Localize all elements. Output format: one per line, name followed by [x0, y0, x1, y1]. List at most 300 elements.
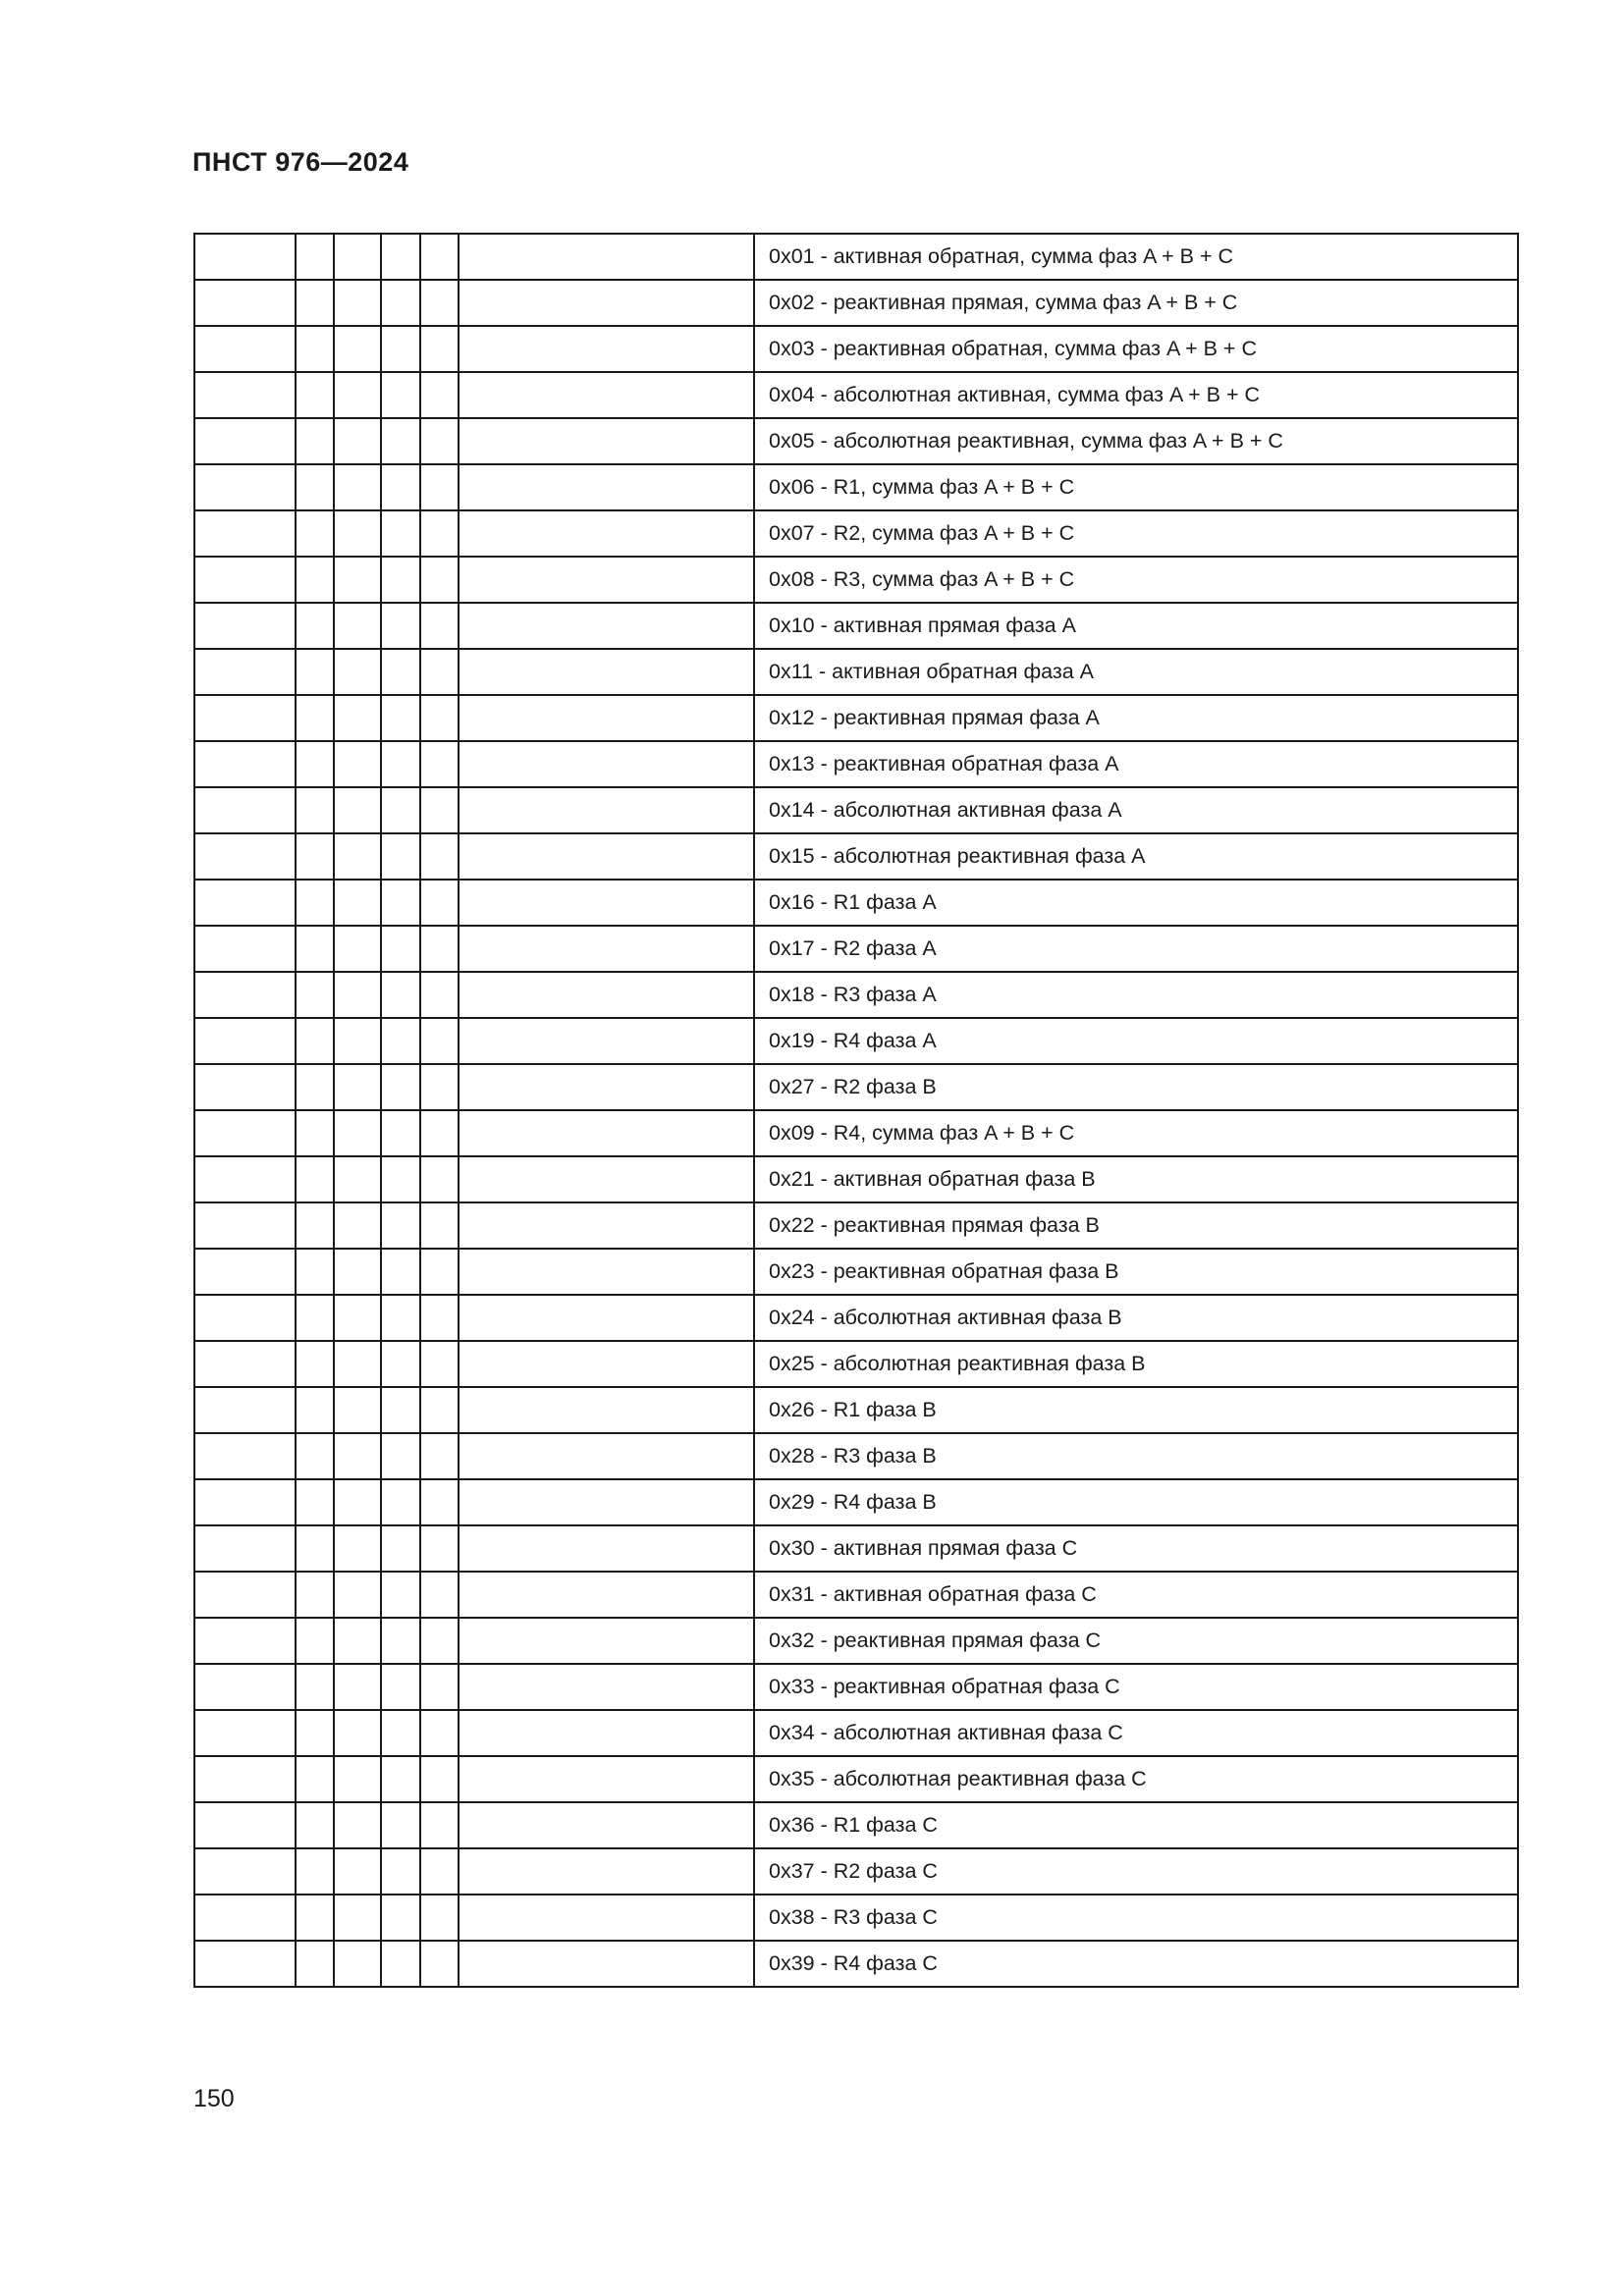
- empty-cell: [381, 557, 420, 603]
- table-row: [194, 1618, 1518, 1664]
- empty-cell: [194, 1110, 296, 1156]
- code-description-cell: 0x25 - абсолютная реактивная фаза B: [754, 1341, 1518, 1387]
- empty-cell: [459, 280, 754, 326]
- empty-cell: [334, 1387, 381, 1433]
- empty-cell: [459, 741, 754, 787]
- empty-cell: [459, 833, 754, 880]
- code-description-cell: 0x16 - R1 фаза A: [754, 880, 1518, 926]
- empty-cell: [334, 880, 381, 926]
- empty-cell: [459, 603, 754, 649]
- empty-cell: [381, 1433, 420, 1479]
- code-description-cell: 0x21 - активная обратная фаза B: [754, 1156, 1518, 1202]
- empty-cell: [381, 1710, 420, 1756]
- empty-cell: [296, 1433, 334, 1479]
- empty-cell: [459, 1664, 754, 1710]
- empty-cell: [459, 1756, 754, 1802]
- empty-cell: [420, 1848, 459, 1895]
- code-description-cell: 0x17 - R2 фаза A: [754, 926, 1518, 972]
- empty-cell: [194, 1156, 296, 1202]
- empty-cell: [334, 1664, 381, 1710]
- empty-cell: [296, 234, 334, 280]
- code-description-cell: 0x27 - R2 фаза B: [754, 1064, 1518, 1110]
- empty-cell: [420, 1479, 459, 1525]
- empty-cell: [420, 1018, 459, 1064]
- empty-cell: [194, 787, 296, 833]
- empty-cell: [420, 1756, 459, 1802]
- table-row: [194, 1756, 1518, 1802]
- code-description-cell: 0x31 - активная обратная фаза C: [754, 1572, 1518, 1618]
- empty-cell: [420, 1572, 459, 1618]
- empty-cell: [334, 372, 381, 418]
- empty-cell: [334, 603, 381, 649]
- empty-cell: [420, 1249, 459, 1295]
- table-row: [194, 418, 1518, 464]
- empty-cell: [334, 1848, 381, 1895]
- empty-cell: [296, 1895, 334, 1941]
- empty-cell: [334, 1341, 381, 1387]
- empty-cell: [334, 418, 381, 464]
- empty-cell: [420, 1710, 459, 1756]
- empty-cell: [334, 1064, 381, 1110]
- empty-cell: [381, 1664, 420, 1710]
- table-row: [194, 1018, 1518, 1064]
- empty-cell: [381, 603, 420, 649]
- empty-cell: [194, 510, 296, 557]
- empty-cell: [420, 926, 459, 972]
- empty-cell: [296, 1110, 334, 1156]
- table-row: [194, 1202, 1518, 1249]
- empty-cell: [334, 510, 381, 557]
- code-description-cell: 0x19 - R4 фаза A: [754, 1018, 1518, 1064]
- empty-cell: [420, 326, 459, 372]
- empty-cell: [194, 464, 296, 510]
- table-row: [194, 1064, 1518, 1110]
- empty-cell: [296, 418, 334, 464]
- empty-cell: [334, 1756, 381, 1802]
- empty-cell: [194, 1387, 296, 1433]
- empty-cell: [194, 833, 296, 880]
- empty-cell: [459, 1525, 754, 1572]
- code-description-cell: 0x29 - R4 фаза B: [754, 1479, 1518, 1525]
- empty-cell: [334, 234, 381, 280]
- empty-cell: [420, 1941, 459, 1987]
- empty-cell: [459, 1156, 754, 1202]
- code-description-cell: 0x06 - R1, сумма фаз A + B + C: [754, 464, 1518, 510]
- table-row: [194, 1295, 1518, 1341]
- empty-cell: [334, 1710, 381, 1756]
- table-row: [194, 557, 1518, 603]
- table-body: [194, 234, 1518, 1987]
- empty-cell: [381, 1479, 420, 1525]
- empty-cell: [420, 972, 459, 1018]
- empty-cell: [194, 649, 296, 695]
- empty-cell: [334, 280, 381, 326]
- empty-cell: [459, 649, 754, 695]
- empty-cell: [296, 1018, 334, 1064]
- code-description-cell: 0x39 - R4 фаза C: [754, 1941, 1518, 1987]
- table-row: [194, 603, 1518, 649]
- empty-cell: [334, 1618, 381, 1664]
- empty-cell: [194, 926, 296, 972]
- empty-cell: [381, 326, 420, 372]
- empty-cell: [381, 234, 420, 280]
- table-row: [194, 1433, 1518, 1479]
- empty-cell: [420, 1387, 459, 1433]
- table-row: [194, 1848, 1518, 1895]
- empty-cell: [334, 926, 381, 972]
- empty-cell: [296, 1618, 334, 1664]
- code-description-cell: 0x02 - реактивная прямая, сумма фаз A + B + C: [754, 280, 1518, 326]
- empty-cell: [296, 695, 334, 741]
- code-description-cell: 0x32 - реактивная прямая фаза C: [754, 1618, 1518, 1664]
- empty-cell: [296, 1479, 334, 1525]
- empty-cell: [381, 1064, 420, 1110]
- empty-cell: [334, 557, 381, 603]
- code-description-cell: 0x15 - абсолютная реактивная фаза A: [754, 833, 1518, 880]
- empty-cell: [459, 1018, 754, 1064]
- empty-cell: [296, 1156, 334, 1202]
- table-row: [194, 464, 1518, 510]
- empty-cell: [334, 1295, 381, 1341]
- empty-cell: [334, 1895, 381, 1941]
- empty-cell: [420, 1664, 459, 1710]
- empty-cell: [296, 603, 334, 649]
- empty-cell: [334, 1110, 381, 1156]
- empty-cell: [459, 1802, 754, 1848]
- table-row: [194, 741, 1518, 787]
- empty-cell: [459, 1710, 754, 1756]
- code-description-cell: 0x22 - реактивная прямая фаза B: [754, 1202, 1518, 1249]
- empty-cell: [194, 1295, 296, 1341]
- empty-cell: [194, 1249, 296, 1295]
- empty-cell: [296, 510, 334, 557]
- document-id: ПНСТ 976—2024: [192, 147, 409, 177]
- empty-cell: [296, 1572, 334, 1618]
- empty-cell: [334, 1572, 381, 1618]
- table-row: [194, 1895, 1518, 1941]
- empty-cell: [296, 1710, 334, 1756]
- empty-cell: [296, 833, 334, 880]
- empty-cell: [194, 603, 296, 649]
- code-description-cell: 0x03 - реактивная обратная, сумма фаз A + B + C: [754, 326, 1518, 372]
- empty-cell: [194, 234, 296, 280]
- empty-cell: [296, 741, 334, 787]
- empty-cell: [381, 787, 420, 833]
- empty-cell: [381, 372, 420, 418]
- empty-cell: [296, 1941, 334, 1987]
- empty-cell: [334, 741, 381, 787]
- empty-cell: [296, 1387, 334, 1433]
- empty-cell: [420, 1525, 459, 1572]
- empty-cell: [381, 1249, 420, 1295]
- empty-cell: [296, 464, 334, 510]
- code-description-cell: 0x04 - абсолютная активная, сумма фаз A + B + C: [754, 372, 1518, 418]
- empty-cell: [334, 833, 381, 880]
- empty-cell: [420, 1895, 459, 1941]
- table-row: [194, 1341, 1518, 1387]
- empty-cell: [296, 280, 334, 326]
- empty-cell: [296, 1848, 334, 1895]
- empty-cell: [334, 695, 381, 741]
- empty-cell: [381, 649, 420, 695]
- table-row: [194, 1156, 1518, 1202]
- empty-cell: [334, 1249, 381, 1295]
- empty-cell: [420, 1618, 459, 1664]
- empty-cell: [296, 787, 334, 833]
- empty-cell: [381, 280, 420, 326]
- empty-cell: [194, 326, 296, 372]
- empty-cell: [459, 464, 754, 510]
- empty-cell: [420, 1341, 459, 1387]
- code-description-cell: 0x12 - реактивная прямая фаза A: [754, 695, 1518, 741]
- empty-cell: [420, 464, 459, 510]
- code-description-cell: 0x08 - R3, сумма фаз A + B + C: [754, 557, 1518, 603]
- empty-cell: [296, 1664, 334, 1710]
- empty-cell: [420, 1064, 459, 1110]
- empty-cell: [459, 326, 754, 372]
- empty-cell: [381, 1202, 420, 1249]
- page-number: 150: [193, 2085, 235, 2112]
- empty-cell: [334, 1156, 381, 1202]
- empty-cell: [334, 1479, 381, 1525]
- empty-cell: [334, 326, 381, 372]
- empty-cell: [381, 418, 420, 464]
- empty-cell: [381, 1895, 420, 1941]
- empty-cell: [381, 695, 420, 741]
- empty-cell: [459, 1433, 754, 1479]
- empty-cell: [381, 1618, 420, 1664]
- code-description-cell: 0x09 - R4, сумма фаз A + B + C: [754, 1110, 1518, 1156]
- empty-cell: [194, 1756, 296, 1802]
- empty-cell: [194, 972, 296, 1018]
- table-row: [194, 1525, 1518, 1572]
- code-description-cell: 0x10 - активная прямая фаза A: [754, 603, 1518, 649]
- code-description-cell: 0x01 - активная обратная, сумма фаз A + B + C: [754, 234, 1518, 280]
- empty-cell: [459, 695, 754, 741]
- empty-cell: [194, 1202, 296, 1249]
- empty-cell: [334, 1941, 381, 1987]
- empty-cell: [420, 418, 459, 464]
- empty-cell: [296, 1295, 334, 1341]
- empty-cell: [381, 880, 420, 926]
- empty-cell: [459, 510, 754, 557]
- empty-cell: [459, 1110, 754, 1156]
- empty-cell: [194, 1848, 296, 1895]
- table-row: [194, 1802, 1518, 1848]
- empty-cell: [459, 1249, 754, 1295]
- empty-cell: [420, 880, 459, 926]
- empty-cell: [296, 372, 334, 418]
- code-description-cell: 0x23 - реактивная обратная фаза B: [754, 1249, 1518, 1295]
- empty-cell: [194, 557, 296, 603]
- empty-cell: [194, 1018, 296, 1064]
- empty-cell: [420, 510, 459, 557]
- empty-cell: [381, 1018, 420, 1064]
- empty-cell: [194, 1895, 296, 1941]
- empty-cell: [420, 741, 459, 787]
- empty-cell: [381, 1387, 420, 1433]
- empty-cell: [296, 1341, 334, 1387]
- code-description-cell: 0x33 - реактивная обратная фаза C: [754, 1664, 1518, 1710]
- empty-cell: [420, 1295, 459, 1341]
- empty-cell: [334, 787, 381, 833]
- code-description-cell: 0x26 - R1 фаза B: [754, 1387, 1518, 1433]
- empty-cell: [420, 1202, 459, 1249]
- empty-cell: [459, 1341, 754, 1387]
- table-row: [194, 234, 1518, 280]
- empty-cell: [459, 1618, 754, 1664]
- empty-cell: [381, 1572, 420, 1618]
- empty-cell: [334, 1202, 381, 1249]
- table-row: [194, 1941, 1518, 1987]
- code-description-cell: 0x35 - абсолютная реактивная фаза C: [754, 1756, 1518, 1802]
- empty-cell: [459, 1295, 754, 1341]
- empty-cell: [381, 1525, 420, 1572]
- code-description-cell: 0x14 - абсолютная активная фаза A: [754, 787, 1518, 833]
- empty-cell: [194, 1064, 296, 1110]
- empty-cell: [296, 1064, 334, 1110]
- empty-cell: [194, 280, 296, 326]
- empty-cell: [334, 1018, 381, 1064]
- empty-cell: [194, 1664, 296, 1710]
- empty-cell: [194, 1479, 296, 1525]
- code-description-cell: 0x13 - реактивная обратная фаза A: [754, 741, 1518, 787]
- table-row: [194, 787, 1518, 833]
- empty-cell: [420, 1433, 459, 1479]
- table-row: [194, 1110, 1518, 1156]
- empty-cell: [420, 787, 459, 833]
- empty-cell: [459, 1387, 754, 1433]
- empty-cell: [459, 1479, 754, 1525]
- empty-cell: [420, 372, 459, 418]
- code-description-cell: 0x34 - абсолютная активная фаза C: [754, 1710, 1518, 1756]
- empty-cell: [420, 234, 459, 280]
- empty-cell: [459, 1848, 754, 1895]
- table-row: [194, 510, 1518, 557]
- empty-cell: [296, 326, 334, 372]
- empty-cell: [296, 972, 334, 1018]
- empty-cell: [459, 880, 754, 926]
- empty-cell: [194, 1525, 296, 1572]
- empty-cell: [381, 1848, 420, 1895]
- empty-cell: [381, 464, 420, 510]
- code-description-cell: 0x28 - R3 фаза B: [754, 1433, 1518, 1479]
- empty-cell: [420, 557, 459, 603]
- empty-cell: [194, 880, 296, 926]
- empty-cell: [334, 464, 381, 510]
- empty-cell: [459, 1941, 754, 1987]
- empty-cell: [194, 1710, 296, 1756]
- empty-cell: [296, 557, 334, 603]
- empty-cell: [420, 833, 459, 880]
- empty-cell: [194, 418, 296, 464]
- empty-cell: [296, 1756, 334, 1802]
- empty-cell: [420, 1156, 459, 1202]
- empty-cell: [459, 1895, 754, 1941]
- empty-cell: [194, 1572, 296, 1618]
- code-description-cell: 0x07 - R2, сумма фаз A + B + C: [754, 510, 1518, 557]
- code-description-cell: 0x38 - R3 фаза C: [754, 1895, 1518, 1941]
- table-row: [194, 1249, 1518, 1295]
- empty-cell: [459, 372, 754, 418]
- empty-cell: [381, 972, 420, 1018]
- empty-cell: [459, 926, 754, 972]
- empty-cell: [194, 1341, 296, 1387]
- code-description-cell: 0x36 - R1 фаза C: [754, 1802, 1518, 1848]
- table-row: [194, 833, 1518, 880]
- table-row: [194, 649, 1518, 695]
- empty-cell: [459, 418, 754, 464]
- empty-cell: [459, 1202, 754, 1249]
- empty-cell: [381, 1110, 420, 1156]
- table-row: [194, 1664, 1518, 1710]
- empty-cell: [194, 695, 296, 741]
- empty-cell: [459, 972, 754, 1018]
- code-description-cell: 0x24 - абсолютная активная фаза B: [754, 1295, 1518, 1341]
- code-description-cell: 0x18 - R3 фаза A: [754, 972, 1518, 1018]
- empty-cell: [459, 557, 754, 603]
- empty-cell: [194, 1433, 296, 1479]
- empty-cell: [459, 234, 754, 280]
- table-row: [194, 1572, 1518, 1618]
- empty-cell: [420, 1802, 459, 1848]
- code-description-cell: 0x37 - R2 фаза C: [754, 1848, 1518, 1895]
- empty-cell: [381, 1295, 420, 1341]
- empty-cell: [334, 972, 381, 1018]
- data-table: [193, 233, 1519, 1988]
- empty-cell: [296, 926, 334, 972]
- empty-cell: [420, 280, 459, 326]
- empty-cell: [420, 1110, 459, 1156]
- empty-cell: [420, 649, 459, 695]
- empty-cell: [459, 1064, 754, 1110]
- empty-cell: [296, 1525, 334, 1572]
- empty-cell: [381, 1341, 420, 1387]
- empty-cell: [381, 741, 420, 787]
- empty-cell: [381, 510, 420, 557]
- empty-cell: [334, 1802, 381, 1848]
- empty-cell: [194, 1802, 296, 1848]
- table-row: [194, 695, 1518, 741]
- empty-cell: [296, 1249, 334, 1295]
- empty-cell: [194, 1941, 296, 1987]
- table-row: [194, 926, 1518, 972]
- empty-cell: [459, 1572, 754, 1618]
- empty-cell: [194, 372, 296, 418]
- empty-cell: [296, 649, 334, 695]
- empty-cell: [334, 1525, 381, 1572]
- empty-cell: [381, 1941, 420, 1987]
- empty-cell: [381, 1156, 420, 1202]
- code-description-cell: 0x30 - активная прямая фаза C: [754, 1525, 1518, 1572]
- table-row: [194, 1710, 1518, 1756]
- code-description-cell: 0x11 - активная обратная фаза A: [754, 649, 1518, 695]
- empty-cell: [296, 880, 334, 926]
- empty-cell: [296, 1802, 334, 1848]
- code-description-cell: 0x05 - абсолютная реактивная, сумма фаз A + B + C: [754, 418, 1518, 464]
- table-row: [194, 972, 1518, 1018]
- table-row: [194, 1479, 1518, 1525]
- table-row: [194, 880, 1518, 926]
- empty-cell: [420, 603, 459, 649]
- table-row: [194, 326, 1518, 372]
- empty-cell: [334, 1433, 381, 1479]
- table-row: [194, 1387, 1518, 1433]
- empty-cell: [296, 1202, 334, 1249]
- empty-cell: [194, 1618, 296, 1664]
- table-row: [194, 372, 1518, 418]
- empty-cell: [381, 833, 420, 880]
